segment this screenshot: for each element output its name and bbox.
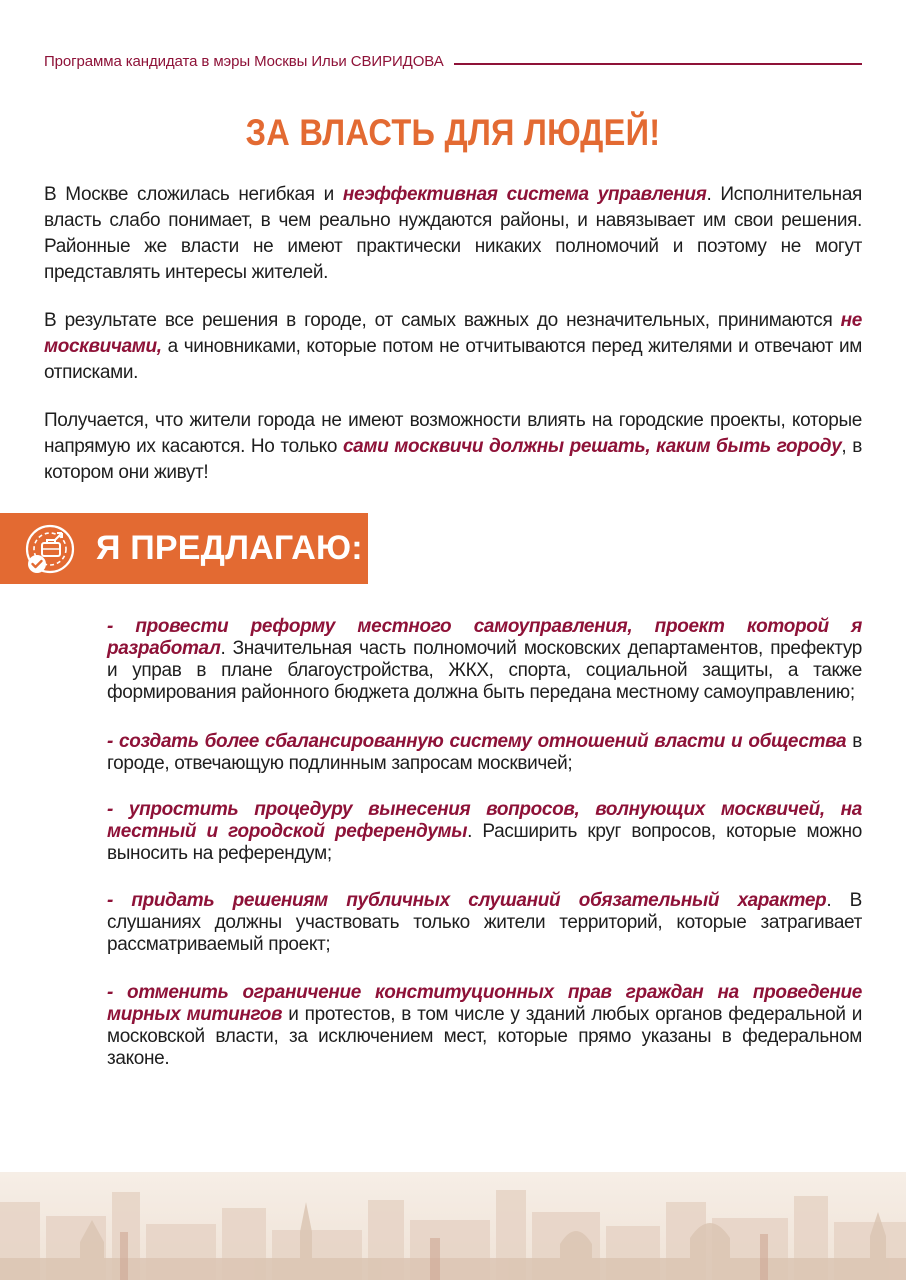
proposal-item-2: - создать более сбалансированную систему отношений власти и общества в городе, отвечающую подлинным запросам москвичей; bbox=[107, 731, 862, 774]
highlight-text: - упростить процедуру вынесения вопросов, волнующих москвичей, на местный и городской референдумы bbox=[107, 799, 862, 842]
intro-paragraph-3: Получается, что жители города не имеют возможности влиять на городские проекты, которые напрямую их касаются. Но только сами москвичи должны решать, каким быть городу, в котором они живут! bbox=[44, 410, 862, 483]
proposal-item-5: - отменить ограничение конституционных прав граждан на проведение мирных митингов и протестов, в том числе у зданий любых органов федеральной и московской власти, за исключением мест, которые прямо указаны в федеральном законе. bbox=[107, 982, 862, 1069]
proposals-banner bbox=[0, 513, 368, 584]
intro-paragraph-1: В Москве сложилась негибкая и неэффективная система управления. Исполнительная власть слабо понимает, в чем реально нуждаются районы, и навязывает им свои решения. Районные же власти не имеют практически никаких полномочий и поэтому не могут представлять интересы жителей. bbox=[44, 184, 862, 283]
banner-label: Я ПРЕДЛАГАЮ: bbox=[96, 529, 363, 567]
page-title: ЗА ВЛАСТЬ ДЛЯ ЛЮДЕЙ! bbox=[245, 112, 661, 153]
highlight-text: сами москвичи должны решать, каким быть городу bbox=[342, 436, 842, 457]
skyline-image bbox=[0, 1172, 906, 1280]
city-skyline-illustration bbox=[0, 1172, 906, 1280]
highlight-text: не москвичами, bbox=[44, 310, 862, 357]
briefcase-target-check-icon bbox=[24, 523, 76, 575]
proposal-item-4: - придать решениям публичных слушаний обязательный характер. В слушаниях должны участвовать только жители территорий, которые затрагивает рассматриваемый проект; bbox=[107, 890, 862, 955]
header-text: Программа кандидата в мэры Москвы Ильи СВИРИДОВА bbox=[44, 52, 444, 70]
highlight-text: - провести реформу местного самоуправления, проект которой я разработал bbox=[107, 616, 862, 659]
intro-paragraph-2: В результате все решения в городе, от самых важных до незначительных, принимаются не москвичами, а чиновниками, которые потом не отчитываются перед жителями и отвечают им отписками. bbox=[44, 310, 862, 383]
highlight-text: - отменить ограничение конституционных прав граждан на проведение мирных митингов bbox=[107, 982, 862, 1025]
header-rule bbox=[454, 63, 862, 65]
proposal-item-1: - провести реформу местного самоуправления, проект которой я разработал. Значительная часть полномочий московских департаментов, префектур и управ в плане благоустройства, ЖКХ, спорта, социальной защиты, а также формирования районного бюджета должна быть передана местному самоуправлению; bbox=[107, 616, 862, 703]
highlight-text: неэффективная система управления bbox=[342, 184, 707, 205]
page-header bbox=[44, 50, 862, 72]
highlight-text: - создать более сбалансированную систему отношений власти и общества bbox=[107, 731, 847, 752]
highlight-text: - придать решениям публичных слушаний обязательный характер bbox=[107, 890, 827, 911]
proposal-item-3: - упростить процедуру вынесения вопросов, волнующих москвичей, на местный и городской референдумы. Расширить круг вопросов, которые можно выносить на референдум; bbox=[107, 799, 862, 864]
